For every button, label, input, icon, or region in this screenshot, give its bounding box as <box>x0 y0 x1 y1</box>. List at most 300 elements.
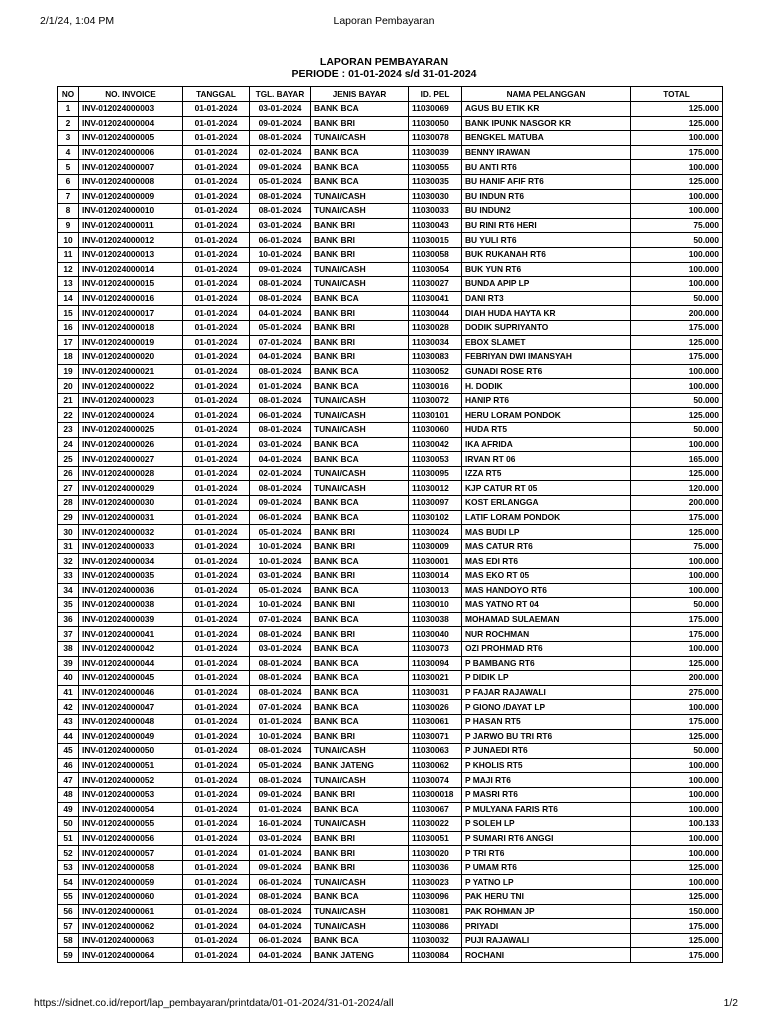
table-row <box>58 802 723 817</box>
cell-customer-name: IZZA RT5 <box>462 466 631 481</box>
cell-date: 01-01-2024 <box>183 656 250 671</box>
cell-invoice: INV-012024000006 <box>79 145 183 160</box>
cell-invoice: INV-012024000010 <box>79 204 183 219</box>
cell-customer-id: 11030084 <box>409 948 462 963</box>
cell-customer-id: 11030001 <box>409 554 462 569</box>
cell-date: 01-01-2024 <box>183 277 250 292</box>
cell-date: 01-01-2024 <box>183 218 250 233</box>
table-row <box>58 539 723 554</box>
cell-payment-type: TUNAI/CASH <box>311 408 409 423</box>
cell-date: 01-01-2024 <box>183 160 250 175</box>
cell-payment-date: 08-01-2024 <box>250 204 311 219</box>
table-row <box>58 627 723 642</box>
cell-total: 100.000 <box>631 262 723 277</box>
table-row <box>58 890 723 905</box>
cell-customer-name: P MAJI RT6 <box>462 773 631 788</box>
table-row <box>58 408 723 423</box>
cell-total: 100.000 <box>631 554 723 569</box>
cell-payment-date: 05-01-2024 <box>250 525 311 540</box>
cell-customer-id: 11030060 <box>409 423 462 438</box>
cell-payment-type: BANK BRI <box>311 569 409 584</box>
cell-payment-date: 05-01-2024 <box>250 758 311 773</box>
cell-date: 01-01-2024 <box>183 744 250 759</box>
cell-payment-date: 08-01-2024 <box>250 773 311 788</box>
cell-customer-name: BUK YUN RT6 <box>462 262 631 277</box>
cell-total: 125.000 <box>631 860 723 875</box>
cell-customer-name: BUNDA APIP LP <box>462 277 631 292</box>
cell-customer-name: BU YULI RT6 <box>462 233 631 248</box>
cell-payment-date: 09-01-2024 <box>250 160 311 175</box>
cell-invoice: INV-012024000064 <box>79 948 183 963</box>
cell-total: 125.000 <box>631 466 723 481</box>
cell-date: 01-01-2024 <box>183 131 250 146</box>
table-row <box>58 466 723 481</box>
cell-invoice: INV-012024000014 <box>79 262 183 277</box>
cell-total: 100.000 <box>631 773 723 788</box>
cell-date: 01-01-2024 <box>183 700 250 715</box>
cell-date: 01-01-2024 <box>183 174 250 189</box>
cell-customer-name: PUJI RAJAWALI <box>462 933 631 948</box>
cell-customer-id: 11030097 <box>409 496 462 511</box>
cell-total: 150.000 <box>631 904 723 919</box>
cell-date: 01-01-2024 <box>183 890 250 905</box>
cell-payment-type: BANK BCA <box>311 291 409 306</box>
cell-customer-name: P UMAM RT6 <box>462 860 631 875</box>
cell-payment-date: 01-01-2024 <box>250 714 311 729</box>
cell-no: 25 <box>58 452 79 467</box>
cell-total: 100.000 <box>631 700 723 715</box>
cell-invoice: INV-012024000049 <box>79 729 183 744</box>
cell-total: 100.000 <box>631 364 723 379</box>
cell-payment-type: TUNAI/CASH <box>311 423 409 438</box>
column-header-customer-id: ID. PEL <box>409 87 462 102</box>
table-row <box>58 393 723 408</box>
cell-date: 01-01-2024 <box>183 802 250 817</box>
cell-customer-name: P JARWO BU TRI RT6 <box>462 729 631 744</box>
cell-date: 01-01-2024 <box>183 496 250 511</box>
table-row <box>58 787 723 802</box>
payment-report-table <box>57 86 723 963</box>
cell-customer-id: 11030016 <box>409 379 462 394</box>
cell-customer-id: 11030086 <box>409 919 462 934</box>
table-row <box>58 685 723 700</box>
cell-no: 12 <box>58 262 79 277</box>
cell-payment-type: TUNAI/CASH <box>311 277 409 292</box>
cell-customer-name: MAS HANDOYO RT6 <box>462 583 631 598</box>
cell-total: 175.000 <box>631 320 723 335</box>
cell-invoice: INV-012024000003 <box>79 102 183 117</box>
cell-payment-type: BANK BRI <box>311 627 409 642</box>
table-row <box>58 160 723 175</box>
cell-date: 01-01-2024 <box>183 233 250 248</box>
cell-invoice: INV-012024000019 <box>79 335 183 350</box>
cell-no: 2 <box>58 116 79 131</box>
cell-no: 44 <box>58 729 79 744</box>
cell-payment-date: 08-01-2024 <box>250 904 311 919</box>
cell-invoice: INV-012024000063 <box>79 933 183 948</box>
table-row <box>58 189 723 204</box>
cell-payment-type: BANK BRI <box>311 831 409 846</box>
cell-payment-date: 05-01-2024 <box>250 174 311 189</box>
cell-invoice: INV-012024000024 <box>79 408 183 423</box>
cell-date: 01-01-2024 <box>183 569 250 584</box>
cell-customer-name: BU HANIF AFIF RT6 <box>462 174 631 189</box>
cell-invoice: INV-012024000015 <box>79 277 183 292</box>
cell-invoice: INV-012024000022 <box>79 379 183 394</box>
cell-total: 200.000 <box>631 496 723 511</box>
cell-total: 175.000 <box>631 919 723 934</box>
table-row <box>58 817 723 832</box>
cell-total: 125.000 <box>631 656 723 671</box>
cell-customer-name: MAS CATUR RT6 <box>462 539 631 554</box>
cell-date: 01-01-2024 <box>183 306 250 321</box>
table-row <box>58 860 723 875</box>
cell-customer-name: EBOX SLAMET <box>462 335 631 350</box>
cell-payment-type: TUNAI/CASH <box>311 919 409 934</box>
cell-customer-id: 11030035 <box>409 174 462 189</box>
cell-customer-name: P SOLEH LP <box>462 817 631 832</box>
cell-payment-type: BANK BCA <box>311 510 409 525</box>
table-row <box>58 131 723 146</box>
cell-customer-name: GUNADI ROSE RT6 <box>462 364 631 379</box>
cell-invoice: INV-012024000020 <box>79 350 183 365</box>
cell-invoice: INV-012024000013 <box>79 247 183 262</box>
cell-customer-name: P FAJAR RAJAWALI <box>462 685 631 700</box>
cell-customer-id: 11030040 <box>409 627 462 642</box>
cell-payment-type: BANK BCA <box>311 379 409 394</box>
cell-no: 32 <box>58 554 79 569</box>
cell-no: 8 <box>58 204 79 219</box>
cell-invoice: INV-012024000036 <box>79 583 183 598</box>
cell-date: 01-01-2024 <box>183 539 250 554</box>
cell-invoice: INV-012024000059 <box>79 875 183 890</box>
cell-no: 21 <box>58 393 79 408</box>
cell-payment-date: 08-01-2024 <box>250 364 311 379</box>
cell-total: 175.000 <box>631 145 723 160</box>
cell-invoice: INV-012024000056 <box>79 831 183 846</box>
cell-total: 165.000 <box>631 452 723 467</box>
cell-customer-id: 11030067 <box>409 802 462 817</box>
cell-total: 100.000 <box>631 846 723 861</box>
cell-invoice: INV-012024000052 <box>79 773 183 788</box>
cell-no: 24 <box>58 437 79 452</box>
cell-payment-type: BANK BCA <box>311 496 409 511</box>
table-row <box>58 583 723 598</box>
print-page-title: Laporan Pembayaran <box>333 15 435 27</box>
cell-total: 100.133 <box>631 817 723 832</box>
cell-total: 100.000 <box>631 379 723 394</box>
cell-customer-name: P HASAN RT5 <box>462 714 631 729</box>
cell-payment-type: BANK BRI <box>311 320 409 335</box>
table-row <box>58 174 723 189</box>
table-row <box>58 729 723 744</box>
cell-customer-name: DIAH HUDA HAYTA KR <box>462 306 631 321</box>
cell-date: 01-01-2024 <box>183 189 250 204</box>
cell-customer-id: 11030032 <box>409 933 462 948</box>
table-row <box>58 744 723 759</box>
cell-invoice: INV-012024000009 <box>79 189 183 204</box>
table-row <box>58 510 723 525</box>
cell-payment-type: BANK BRI <box>311 335 409 350</box>
cell-payment-date: 01-01-2024 <box>250 802 311 817</box>
table-row <box>58 641 723 656</box>
cell-customer-id: 11030095 <box>409 466 462 481</box>
cell-invoice: INV-012024000050 <box>79 744 183 759</box>
cell-total: 100.000 <box>631 204 723 219</box>
table-row <box>58 846 723 861</box>
cell-invoice: INV-012024000027 <box>79 452 183 467</box>
cell-payment-date: 10-01-2024 <box>250 598 311 613</box>
cell-total: 120.000 <box>631 481 723 496</box>
cell-total: 100.000 <box>631 247 723 262</box>
cell-payment-date: 03-01-2024 <box>250 102 311 117</box>
cell-payment-type: BANK BRI <box>311 218 409 233</box>
cell-invoice: INV-012024000005 <box>79 131 183 146</box>
cell-no: 18 <box>58 350 79 365</box>
table-row <box>58 364 723 379</box>
cell-customer-id: 11030051 <box>409 831 462 846</box>
cell-payment-date: 08-01-2024 <box>250 423 311 438</box>
cell-invoice: INV-012024000055 <box>79 817 183 832</box>
table-row <box>58 481 723 496</box>
cell-invoice: INV-012024000030 <box>79 496 183 511</box>
cell-date: 01-01-2024 <box>183 641 250 656</box>
cell-payment-type: BANK BRI <box>311 247 409 262</box>
table-row <box>58 423 723 438</box>
cell-invoice: INV-012024000021 <box>79 364 183 379</box>
cell-no: 15 <box>58 306 79 321</box>
cell-customer-id: 11030031 <box>409 685 462 700</box>
cell-customer-name: MOHAMAD SULAEMAN <box>462 612 631 627</box>
cell-invoice: INV-012024000012 <box>79 233 183 248</box>
cell-customer-name: ROCHANI <box>462 948 631 963</box>
cell-no: 58 <box>58 933 79 948</box>
cell-date: 01-01-2024 <box>183 612 250 627</box>
cell-payment-type: TUNAI/CASH <box>311 904 409 919</box>
cell-no: 56 <box>58 904 79 919</box>
cell-date: 01-01-2024 <box>183 948 250 963</box>
cell-payment-type: TUNAI/CASH <box>311 481 409 496</box>
cell-customer-id: 11030069 <box>409 102 462 117</box>
cell-payment-date: 02-01-2024 <box>250 466 311 481</box>
cell-customer-id: 11030052 <box>409 364 462 379</box>
page-number: 1/2 <box>723 998 738 1009</box>
cell-customer-name: KOST ERLANGGA <box>462 496 631 511</box>
cell-payment-date: 08-01-2024 <box>250 481 311 496</box>
cell-payment-date: 10-01-2024 <box>250 247 311 262</box>
cell-no: 59 <box>58 948 79 963</box>
cell-date: 01-01-2024 <box>183 408 250 423</box>
cell-date: 01-01-2024 <box>183 393 250 408</box>
cell-date: 01-01-2024 <box>183 437 250 452</box>
table-row <box>58 496 723 511</box>
table-row <box>58 948 723 963</box>
cell-customer-id: 11030034 <box>409 335 462 350</box>
cell-date: 01-01-2024 <box>183 671 250 686</box>
cell-total: 125.000 <box>631 933 723 948</box>
table-row <box>58 773 723 788</box>
cell-payment-type: BANK BCA <box>311 174 409 189</box>
table-row <box>58 306 723 321</box>
cell-total: 125.000 <box>631 335 723 350</box>
cell-date: 01-01-2024 <box>183 116 250 131</box>
cell-no: 55 <box>58 890 79 905</box>
cell-date: 01-01-2024 <box>183 831 250 846</box>
cell-date: 01-01-2024 <box>183 933 250 948</box>
cell-customer-id: 11030081 <box>409 904 462 919</box>
cell-customer-id: 11030050 <box>409 116 462 131</box>
table-row <box>58 437 723 452</box>
cell-payment-date: 05-01-2024 <box>250 583 311 598</box>
cell-customer-id: 11030074 <box>409 773 462 788</box>
cell-customer-name: DANI RT3 <box>462 291 631 306</box>
cell-no: 28 <box>58 496 79 511</box>
cell-payment-date: 02-01-2024 <box>250 145 311 160</box>
cell-customer-name: P SUMARI RT6 ANGGI <box>462 831 631 846</box>
cell-customer-id: 11030013 <box>409 583 462 598</box>
cell-payment-type: BANK BRI <box>311 860 409 875</box>
cell-date: 01-01-2024 <box>183 875 250 890</box>
cell-customer-name: P JUNAEDI RT6 <box>462 744 631 759</box>
cell-payment-date: 01-01-2024 <box>250 846 311 861</box>
cell-payment-date: 09-01-2024 <box>250 787 311 802</box>
cell-no: 39 <box>58 656 79 671</box>
cell-customer-name: P DIDIK LP <box>462 671 631 686</box>
cell-customer-id: 11030094 <box>409 656 462 671</box>
cell-payment-type: BANK BCA <box>311 583 409 598</box>
cell-payment-type: BANK BCA <box>311 685 409 700</box>
cell-total: 50.000 <box>631 233 723 248</box>
cell-no: 35 <box>58 598 79 613</box>
cell-customer-name: P MASRI RT6 <box>462 787 631 802</box>
column-header-payment-date: TGL. BAYAR <box>250 87 311 102</box>
cell-payment-type: BANK BCA <box>311 933 409 948</box>
table-row <box>58 700 723 715</box>
cell-customer-name: BU ANTI RT6 <box>462 160 631 175</box>
cell-no: 34 <box>58 583 79 598</box>
cell-customer-id: 11030062 <box>409 758 462 773</box>
table-row <box>58 714 723 729</box>
cell-customer-id: 11030058 <box>409 247 462 262</box>
cell-payment-type: BANK BCA <box>311 364 409 379</box>
cell-total: 100.000 <box>631 641 723 656</box>
table-row <box>58 145 723 160</box>
cell-no: 7 <box>58 189 79 204</box>
cell-payment-date: 08-01-2024 <box>250 744 311 759</box>
table-row <box>58 904 723 919</box>
cell-no: 16 <box>58 320 79 335</box>
cell-payment-date: 08-01-2024 <box>250 890 311 905</box>
cell-no: 43 <box>58 714 79 729</box>
cell-no: 52 <box>58 846 79 861</box>
cell-customer-name: H. DODIK <box>462 379 631 394</box>
cell-customer-name: DODIK SUPRIYANTO <box>462 320 631 335</box>
cell-no: 53 <box>58 860 79 875</box>
cell-customer-name: P GIONO /DAYAT LP <box>462 700 631 715</box>
table-row <box>58 554 723 569</box>
cell-payment-type: BANK BCA <box>311 160 409 175</box>
cell-date: 01-01-2024 <box>183 919 250 934</box>
cell-payment-type: BANK BCA <box>311 145 409 160</box>
cell-customer-id: 11030010 <box>409 598 462 613</box>
cell-customer-id: 11030009 <box>409 539 462 554</box>
cell-customer-id: 11030053 <box>409 452 462 467</box>
cell-total: 125.000 <box>631 408 723 423</box>
cell-total: 175.000 <box>631 510 723 525</box>
cell-date: 01-01-2024 <box>183 481 250 496</box>
cell-total: 100.000 <box>631 875 723 890</box>
table-row <box>58 320 723 335</box>
table-row <box>58 379 723 394</box>
cell-total: 175.000 <box>631 350 723 365</box>
cell-no: 40 <box>58 671 79 686</box>
cell-total: 75.000 <box>631 218 723 233</box>
cell-date: 01-01-2024 <box>183 787 250 802</box>
cell-customer-id: 110300018 <box>409 787 462 802</box>
cell-payment-type: TUNAI/CASH <box>311 204 409 219</box>
cell-customer-id: 11030061 <box>409 714 462 729</box>
cell-invoice: INV-012024000034 <box>79 554 183 569</box>
cell-payment-type: BANK BNI <box>311 598 409 613</box>
cell-payment-type: TUNAI/CASH <box>311 393 409 408</box>
cell-date: 01-01-2024 <box>183 291 250 306</box>
table-row <box>58 116 723 131</box>
cell-customer-name: P TRI RT6 <box>462 846 631 861</box>
table-body <box>58 102 723 963</box>
cell-payment-type: BANK BRI <box>311 787 409 802</box>
cell-no: 17 <box>58 335 79 350</box>
cell-invoice: INV-012024000047 <box>79 700 183 715</box>
cell-payment-type: BANK BRI <box>311 729 409 744</box>
cell-invoice: INV-012024000046 <box>79 685 183 700</box>
cell-customer-id: 11030012 <box>409 481 462 496</box>
cell-total: 175.000 <box>631 948 723 963</box>
cell-no: 9 <box>58 218 79 233</box>
cell-invoice: INV-012024000033 <box>79 539 183 554</box>
cell-total: 100.000 <box>631 569 723 584</box>
table-row <box>58 291 723 306</box>
cell-total: 100.000 <box>631 831 723 846</box>
cell-no: 26 <box>58 466 79 481</box>
table-row <box>58 875 723 890</box>
cell-total: 50.000 <box>631 291 723 306</box>
cell-customer-name: P MULYANA FARIS RT6 <box>462 802 631 817</box>
cell-payment-date: 08-01-2024 <box>250 393 311 408</box>
cell-invoice: INV-012024000048 <box>79 714 183 729</box>
cell-customer-name: BENGKEL MATUBA <box>462 131 631 146</box>
table-row <box>58 262 723 277</box>
cell-date: 01-01-2024 <box>183 904 250 919</box>
cell-total: 100.000 <box>631 758 723 773</box>
cell-no: 6 <box>58 174 79 189</box>
cell-payment-type: TUNAI/CASH <box>311 875 409 890</box>
cell-customer-id: 11030014 <box>409 569 462 584</box>
cell-total: 50.000 <box>631 744 723 759</box>
print-footer <box>34 998 738 1012</box>
cell-total: 100.000 <box>631 583 723 598</box>
table-header-row <box>58 87 723 102</box>
cell-payment-type: BANK BCA <box>311 714 409 729</box>
cell-payment-type: TUNAI/CASH <box>311 466 409 481</box>
cell-customer-name: HANIP RT6 <box>462 393 631 408</box>
cell-payment-date: 04-01-2024 <box>250 306 311 321</box>
cell-customer-name: HUDA RT5 <box>462 423 631 438</box>
cell-customer-id: 11030043 <box>409 218 462 233</box>
table-row <box>58 933 723 948</box>
cell-customer-id: 11030036 <box>409 860 462 875</box>
cell-no: 23 <box>58 423 79 438</box>
cell-total: 75.000 <box>631 539 723 554</box>
